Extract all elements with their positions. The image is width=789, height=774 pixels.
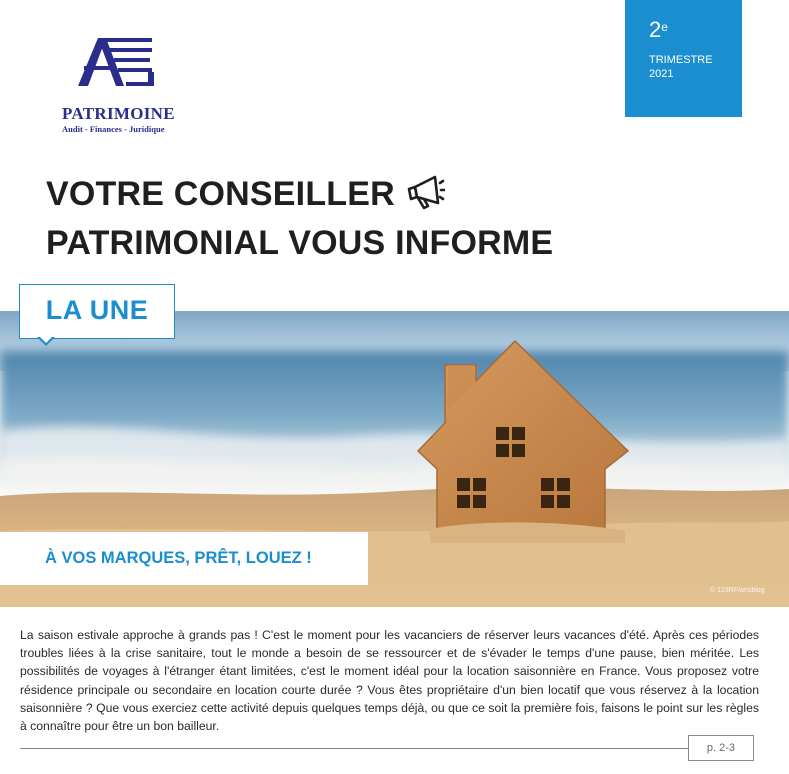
section-tag-label: LA UNE	[45, 295, 149, 325]
section-tag	[19, 284, 175, 339]
quarter-label: TRIMESTRE	[649, 54, 713, 66]
title-line-1: VOTRE CONSEILLER	[46, 175, 395, 213]
page-title	[46, 171, 553, 265]
divider	[20, 748, 688, 749]
page-reference: p. 2-3	[688, 735, 754, 761]
brand-name: PATRIMOINE	[62, 104, 175, 123]
quarter-year: 2021	[649, 68, 674, 80]
article-body: La saison estivale approche à grands pas ! C'est le moment pour les vacanciers de réserver leurs vacances d'été. Après ces périodes troubles liées à la crise sanitaire, tout le monde a besoin de se ressourcer et de s'évader le temps d'une pause, bien méritée. Les possibilités de voyages à l'étranger étant limitées, c'est le moment idéal pour la location saisonnière en France. Vous proposez votre résidence principale ou secondaire en location courte durée ? Vous êtes propriétaire d'un bien locatif que vous réservez à la location saisonnière ? Que vous exerciez cette activité depuis quelques temps déjà, ou que ce soit la première fois, faisons le point sur les règles à connaître pour être un bon bailleur.	[20, 628, 759, 734]
megaphone-icon	[405, 171, 445, 222]
photo-credit: © 123RF/arisblog	[710, 587, 765, 594]
brand-logo	[62, 36, 192, 134]
quarter-number: 2e	[649, 17, 668, 42]
tag-pointer-inner	[39, 336, 53, 343]
article-banner	[0, 532, 368, 585]
quarter-superscript: e	[661, 20, 668, 34]
title-line-2: PATRIMONIAL VOUS INFORME	[46, 224, 554, 262]
logo-mark-icon	[78, 36, 160, 88]
quarter-badge	[625, 0, 742, 117]
brand-tagline: Audit - Finances - Juridique	[62, 124, 165, 134]
article-title: À VOS MARQUES, PRÊT, LOUEZ !	[45, 549, 312, 567]
